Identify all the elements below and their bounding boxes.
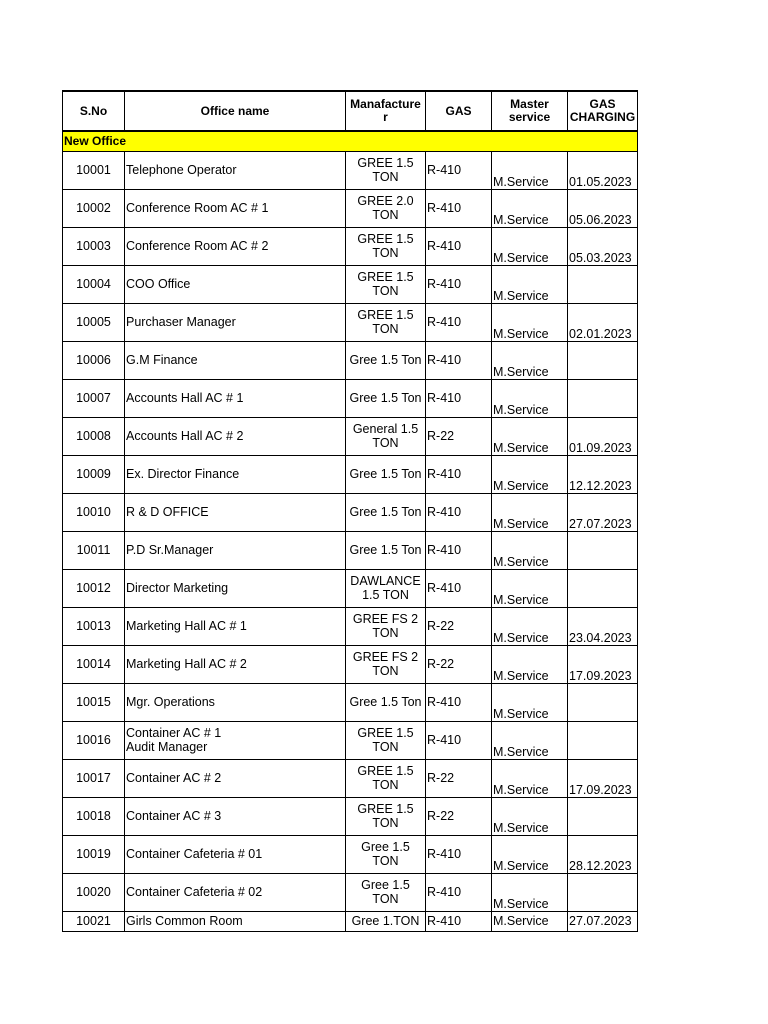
cell-manufacturer-text: GREE FS 2 TON <box>352 612 419 640</box>
cell-office-name <box>125 455 346 493</box>
cell-office-name <box>125 873 346 911</box>
cell-sno-text: 10015 <box>76 695 111 709</box>
cell-gas <box>426 607 492 645</box>
cell-office-name <box>125 683 346 721</box>
cell-gas-charging <box>568 607 638 645</box>
cell-gas-charging <box>568 303 638 341</box>
cell-gas-text: R-410 <box>427 239 462 253</box>
cell-office-name-text: Container AC # 1 Audit Manager <box>126 726 222 754</box>
cell-sno <box>63 227 125 265</box>
cell-sno <box>63 683 125 721</box>
cell-gas-charging <box>568 759 638 797</box>
cell-gas-text: R-410 <box>427 847 462 861</box>
table-row <box>63 189 638 227</box>
cell-gas-charging-text: 27.07.2023 <box>569 516 632 531</box>
cell-sno <box>63 645 125 683</box>
cell-gas-text: R-410 <box>427 391 462 405</box>
cell-manufacturer <box>346 227 426 265</box>
cell-gas-charging <box>568 493 638 531</box>
table-row <box>63 721 638 759</box>
cell-office-name <box>125 303 346 341</box>
section-label: New Office <box>63 131 638 151</box>
cell-sno <box>63 493 125 531</box>
cell-office-name-text: Conference Room AC # 1 <box>126 201 269 215</box>
cell-sno <box>63 911 125 931</box>
cell-office-name-text: Container AC # 2 <box>126 771 222 785</box>
cell-gas-charging-text: 01.05.2023 <box>569 174 632 189</box>
header-gas: GAS <box>426 91 492 131</box>
cell-gas-text: R-22 <box>427 619 455 633</box>
cell-sno <box>63 341 125 379</box>
cell-gas-charging-text: 12.12.2023 <box>569 478 632 493</box>
cell-master-service-text: M.Service <box>493 174 549 189</box>
cell-sno-text: 10005 <box>76 315 111 329</box>
cell-master-service <box>492 455 568 493</box>
cell-manufacturer <box>346 493 426 531</box>
cell-master-service-text: M.Service <box>493 668 549 683</box>
cell-master-service <box>492 797 568 835</box>
cell-master-service-text: M.Service <box>493 250 549 265</box>
header-manufacturer: Manafacture r <box>346 91 426 131</box>
cell-manufacturer-text: GREE FS 2 TON <box>352 650 419 678</box>
cell-office-name <box>125 721 346 759</box>
cell-sno-text: 10003 <box>76 239 111 253</box>
cell-gas-charging <box>568 531 638 569</box>
cell-manufacturer-text: Gree 1.5 Ton <box>349 695 422 709</box>
cell-gas-charging <box>568 227 638 265</box>
cell-manufacturer <box>346 151 426 189</box>
cell-manufacturer <box>346 721 426 759</box>
cell-manufacturer-text: Gree 1.5 TON <box>361 878 410 906</box>
cell-gas-charging-text: 27.07.2023 <box>569 914 632 928</box>
cell-manufacturer-text: GREE 2.0 TON <box>357 194 414 222</box>
cell-manufacturer-text: Gree 1.5 Ton <box>349 391 422 405</box>
cell-manufacturer <box>346 873 426 911</box>
cell-gas <box>426 721 492 759</box>
table-row <box>63 911 638 931</box>
cell-master-service <box>492 835 568 873</box>
cell-office-name-text: Telephone Operator <box>126 163 237 177</box>
cell-gas-charging <box>568 189 638 227</box>
cell-master-service <box>492 569 568 607</box>
cell-office-name-text: R & D OFFICE <box>126 505 209 519</box>
cell-master-service <box>492 379 568 417</box>
cell-gas-text: R-22 <box>427 809 455 823</box>
cell-manufacturer-text: Gree 1.5 Ton <box>349 543 422 557</box>
table-row <box>63 835 638 873</box>
cell-gas-text: R-410 <box>427 277 462 291</box>
cell-gas <box>426 493 492 531</box>
cell-sno-text: 10008 <box>76 429 111 443</box>
cell-sno-text: 10014 <box>76 657 111 671</box>
cell-manufacturer-text: Gree 1.5 Ton <box>349 467 422 481</box>
cell-manufacturer <box>346 531 426 569</box>
cell-gas-text: R-22 <box>427 771 455 785</box>
cell-gas-text: R-410 <box>427 315 462 329</box>
cell-office-name-text: Conference Room AC # 2 <box>126 239 269 253</box>
cell-manufacturer <box>346 265 426 303</box>
cell-office-name <box>125 379 346 417</box>
cell-sno-text: 10006 <box>76 353 111 367</box>
cell-master-service <box>492 911 568 931</box>
cell-gas-text: R-410 <box>427 163 462 177</box>
cell-sno-text: 10012 <box>76 581 111 595</box>
cell-manufacturer-text: GREE 1.5 TON <box>357 726 414 754</box>
cell-manufacturer-text: GREE 1.5 TON <box>357 270 414 298</box>
cell-sno-text: 10017 <box>76 771 111 785</box>
cell-master-service-text: M.Service <box>493 744 549 759</box>
cell-sno <box>63 835 125 873</box>
cell-office-name <box>125 911 346 931</box>
cell-master-service <box>492 189 568 227</box>
cell-office-name <box>125 797 346 835</box>
cell-manufacturer <box>346 303 426 341</box>
cell-manufacturer <box>346 455 426 493</box>
cell-manufacturer-text: GREE 1.5 TON <box>357 764 414 792</box>
cell-master-service <box>492 151 568 189</box>
cell-manufacturer <box>346 835 426 873</box>
cell-manufacturer-text: GREE 1.5 TON <box>357 232 414 260</box>
table-row <box>63 303 638 341</box>
cell-sno <box>63 607 125 645</box>
cell-office-name <box>125 759 346 797</box>
cell-office-name <box>125 265 346 303</box>
cell-master-service <box>492 417 568 455</box>
cell-master-service-text: M.Service <box>493 364 549 379</box>
cell-gas-charging-text: 01.09.2023 <box>569 440 632 455</box>
header-master-service: Master service <box>492 91 568 131</box>
cell-master-service <box>492 721 568 759</box>
cell-manufacturer <box>346 417 426 455</box>
cell-office-name <box>125 569 346 607</box>
cell-sno <box>63 873 125 911</box>
table-row <box>63 683 638 721</box>
cell-office-name-text: Accounts Hall AC # 1 <box>126 391 244 405</box>
header-gas-charging: GAS CHARGING <box>568 91 638 131</box>
cell-gas-charging <box>568 151 638 189</box>
cell-gas <box>426 873 492 911</box>
table-row <box>63 569 638 607</box>
cell-sno-text: 10002 <box>76 201 111 215</box>
cell-master-service-text: M.Service <box>493 478 549 493</box>
table-row <box>63 379 638 417</box>
cell-sno <box>63 379 125 417</box>
cell-office-name <box>125 151 346 189</box>
cell-manufacturer <box>346 797 426 835</box>
cell-gas <box>426 569 492 607</box>
table-row <box>63 645 638 683</box>
cell-sno <box>63 417 125 455</box>
cell-manufacturer-text: GREE 1.5 TON <box>357 156 414 184</box>
cell-sno <box>63 531 125 569</box>
cell-master-service-text: M.Service <box>493 554 549 569</box>
table-row <box>63 341 638 379</box>
cell-master-service-text: M.Service <box>493 914 549 928</box>
cell-manufacturer <box>346 645 426 683</box>
cell-sno <box>63 455 125 493</box>
cell-manufacturer <box>346 607 426 645</box>
cell-sno-text: 10013 <box>76 619 111 633</box>
cell-gas-text: R-22 <box>427 429 455 443</box>
cell-master-service <box>492 607 568 645</box>
table-row <box>63 265 638 303</box>
cell-office-name <box>125 341 346 379</box>
cell-master-service-text: M.Service <box>493 820 549 835</box>
cell-office-name <box>125 189 346 227</box>
cell-gas <box>426 645 492 683</box>
cell-gas <box>426 455 492 493</box>
cell-gas-text: R-410 <box>427 885 462 899</box>
cell-gas-charging <box>568 379 638 417</box>
cell-sno <box>63 189 125 227</box>
cell-office-name-text: Marketing Hall AC # 1 <box>126 619 247 633</box>
cell-master-service <box>492 759 568 797</box>
cell-office-name-text: Director Marketing <box>126 581 229 595</box>
cell-manufacturer <box>346 911 426 931</box>
cell-sno-text: 10020 <box>76 885 111 899</box>
cell-gas <box>426 531 492 569</box>
cell-gas-text: R-410 <box>427 353 462 367</box>
cell-gas <box>426 265 492 303</box>
cell-master-service <box>492 265 568 303</box>
cell-office-name-text: Ex. Director Finance <box>126 467 240 481</box>
ac-service-table <box>62 90 638 932</box>
cell-gas-charging <box>568 835 638 873</box>
cell-gas-charging <box>568 797 638 835</box>
cell-gas-charging-text: 05.06.2023 <box>569 212 632 227</box>
cell-office-name-text: COO Office <box>126 277 191 291</box>
cell-gas-text: R-410 <box>427 467 462 481</box>
cell-master-service-text: M.Service <box>493 896 549 911</box>
cell-manufacturer-text: Gree 1.TON <box>351 914 420 928</box>
cell-gas <box>426 683 492 721</box>
cell-master-service-text: M.Service <box>493 592 549 607</box>
cell-manufacturer <box>346 379 426 417</box>
cell-gas <box>426 151 492 189</box>
cell-master-service-text: M.Service <box>493 440 549 455</box>
cell-master-service-text: M.Service <box>493 706 549 721</box>
cell-office-name-text: Container AC # 3 <box>126 809 222 823</box>
cell-manufacturer-text: Gree 1.5 Ton <box>349 353 422 367</box>
cell-sno <box>63 721 125 759</box>
cell-manufacturer <box>346 683 426 721</box>
cell-gas-charging-text: 28.12.2023 <box>569 858 632 873</box>
cell-manufacturer-text: Gree 1.5 TON <box>361 840 410 868</box>
cell-master-service <box>492 341 568 379</box>
cell-manufacturer <box>346 569 426 607</box>
cell-master-service <box>492 531 568 569</box>
cell-master-service-text: M.Service <box>493 326 549 341</box>
cell-manufacturer <box>346 341 426 379</box>
table-row <box>63 227 638 265</box>
cell-gas <box>426 911 492 931</box>
table-row <box>63 759 638 797</box>
cell-sno-text: 10004 <box>76 277 111 291</box>
header-row <box>63 91 638 131</box>
cell-sno-text: 10001 <box>76 163 111 177</box>
cell-gas-text: R-410 <box>427 201 462 215</box>
cell-sno <box>63 759 125 797</box>
cell-office-name-text: Container Cafeteria # 01 <box>126 847 263 861</box>
header-office-name: Office name <box>125 91 346 131</box>
cell-gas-charging <box>568 683 638 721</box>
cell-sno-text: 10019 <box>76 847 111 861</box>
cell-master-service <box>492 873 568 911</box>
cell-manufacturer-text: GREE 1.5 TON <box>357 802 414 830</box>
cell-master-service-text: M.Service <box>493 212 549 227</box>
cell-gas-charging <box>568 911 638 931</box>
cell-gas-charging <box>568 341 638 379</box>
cell-sno <box>63 265 125 303</box>
cell-office-name-text: G.M Finance <box>126 353 198 367</box>
cell-gas <box>426 227 492 265</box>
cell-master-service <box>492 227 568 265</box>
cell-office-name <box>125 645 346 683</box>
cell-sno-text: 10018 <box>76 809 111 823</box>
table-row <box>63 455 638 493</box>
table-row <box>63 417 638 455</box>
section-row <box>63 131 638 151</box>
cell-master-service-text: M.Service <box>493 288 549 303</box>
cell-office-name <box>125 493 346 531</box>
cell-manufacturer-text: Gree 1.5 Ton <box>349 505 422 519</box>
cell-master-service-text: M.Service <box>493 402 549 417</box>
cell-manufacturer-text: General 1.5 TON <box>352 422 419 450</box>
cell-master-service-text: M.Service <box>493 630 549 645</box>
cell-gas <box>426 417 492 455</box>
cell-gas-charging <box>568 873 638 911</box>
cell-sno-text: 10016 <box>76 733 111 747</box>
cell-master-service <box>492 683 568 721</box>
cell-gas-text: R-410 <box>427 695 462 709</box>
table-row <box>63 607 638 645</box>
cell-gas-charging-text: 23.04.2023 <box>569 630 632 645</box>
cell-office-name <box>125 417 346 455</box>
cell-gas-charging <box>568 721 638 759</box>
cell-gas-text: R-410 <box>427 543 462 557</box>
cell-gas-charging <box>568 455 638 493</box>
cell-gas-text: R-410 <box>427 505 462 519</box>
cell-office-name <box>125 607 346 645</box>
cell-manufacturer <box>346 759 426 797</box>
cell-sno-text: 10010 <box>76 505 111 519</box>
cell-office-name <box>125 835 346 873</box>
cell-master-service <box>492 303 568 341</box>
cell-office-name-text: Mgr. Operations <box>126 695 215 709</box>
cell-master-service-text: M.Service <box>493 858 549 873</box>
cell-gas-charging-text: 17.09.2023 <box>569 782 632 797</box>
cell-gas <box>426 759 492 797</box>
table-row <box>63 797 638 835</box>
cell-manufacturer <box>346 189 426 227</box>
cell-master-service <box>492 645 568 683</box>
cell-gas-text: R-410 <box>427 733 462 747</box>
cell-gas-charging <box>568 645 638 683</box>
cell-gas <box>426 341 492 379</box>
cell-gas-charging-text: 02.01.2023 <box>569 326 632 341</box>
cell-gas-charging-text: 17.09.2023 <box>569 668 632 683</box>
cell-office-name-text: P.D Sr.Manager <box>126 543 214 557</box>
table-row <box>63 873 638 911</box>
cell-office-name-text: Girls Common Room <box>126 914 243 928</box>
cell-gas-text: R-410 <box>427 581 462 595</box>
cell-gas-charging-text: 05.03.2023 <box>569 250 632 265</box>
cell-gas <box>426 379 492 417</box>
cell-sno-text: 10007 <box>76 391 111 405</box>
cell-sno <box>63 303 125 341</box>
table-row <box>63 151 638 189</box>
cell-gas <box>426 189 492 227</box>
cell-sno <box>63 151 125 189</box>
cell-office-name-text: Purchaser Manager <box>126 315 236 329</box>
cell-gas-text: R-22 <box>427 657 455 671</box>
cell-manufacturer-text: GREE 1.5 TON <box>357 308 414 336</box>
cell-gas <box>426 797 492 835</box>
cell-gas <box>426 835 492 873</box>
cell-sno-text: 10011 <box>76 543 111 557</box>
cell-gas-charging <box>568 265 638 303</box>
cell-gas <box>426 303 492 341</box>
cell-master-service <box>492 493 568 531</box>
cell-sno <box>63 797 125 835</box>
cell-sno <box>63 569 125 607</box>
cell-office-name <box>125 531 346 569</box>
cell-office-name-text: Marketing Hall AC # 2 <box>126 657 247 671</box>
cell-master-service-text: M.Service <box>493 782 549 797</box>
cell-office-name <box>125 227 346 265</box>
cell-manufacturer-text: DAWLANCE 1.5 TON <box>350 574 421 602</box>
header-sno: S.No <box>63 91 125 131</box>
cell-gas-text: R-410 <box>427 914 462 928</box>
table-row <box>63 493 638 531</box>
cell-master-service-text: M.Service <box>493 516 549 531</box>
cell-office-name-text: Container Cafeteria # 02 <box>126 885 263 899</box>
cell-sno-text: 10009 <box>76 467 111 481</box>
cell-sno-text: 10021 <box>76 914 111 928</box>
table-row <box>63 531 638 569</box>
cell-office-name-text: Accounts Hall AC # 2 <box>126 429 244 443</box>
cell-gas-charging <box>568 569 638 607</box>
cell-gas-charging <box>568 417 638 455</box>
